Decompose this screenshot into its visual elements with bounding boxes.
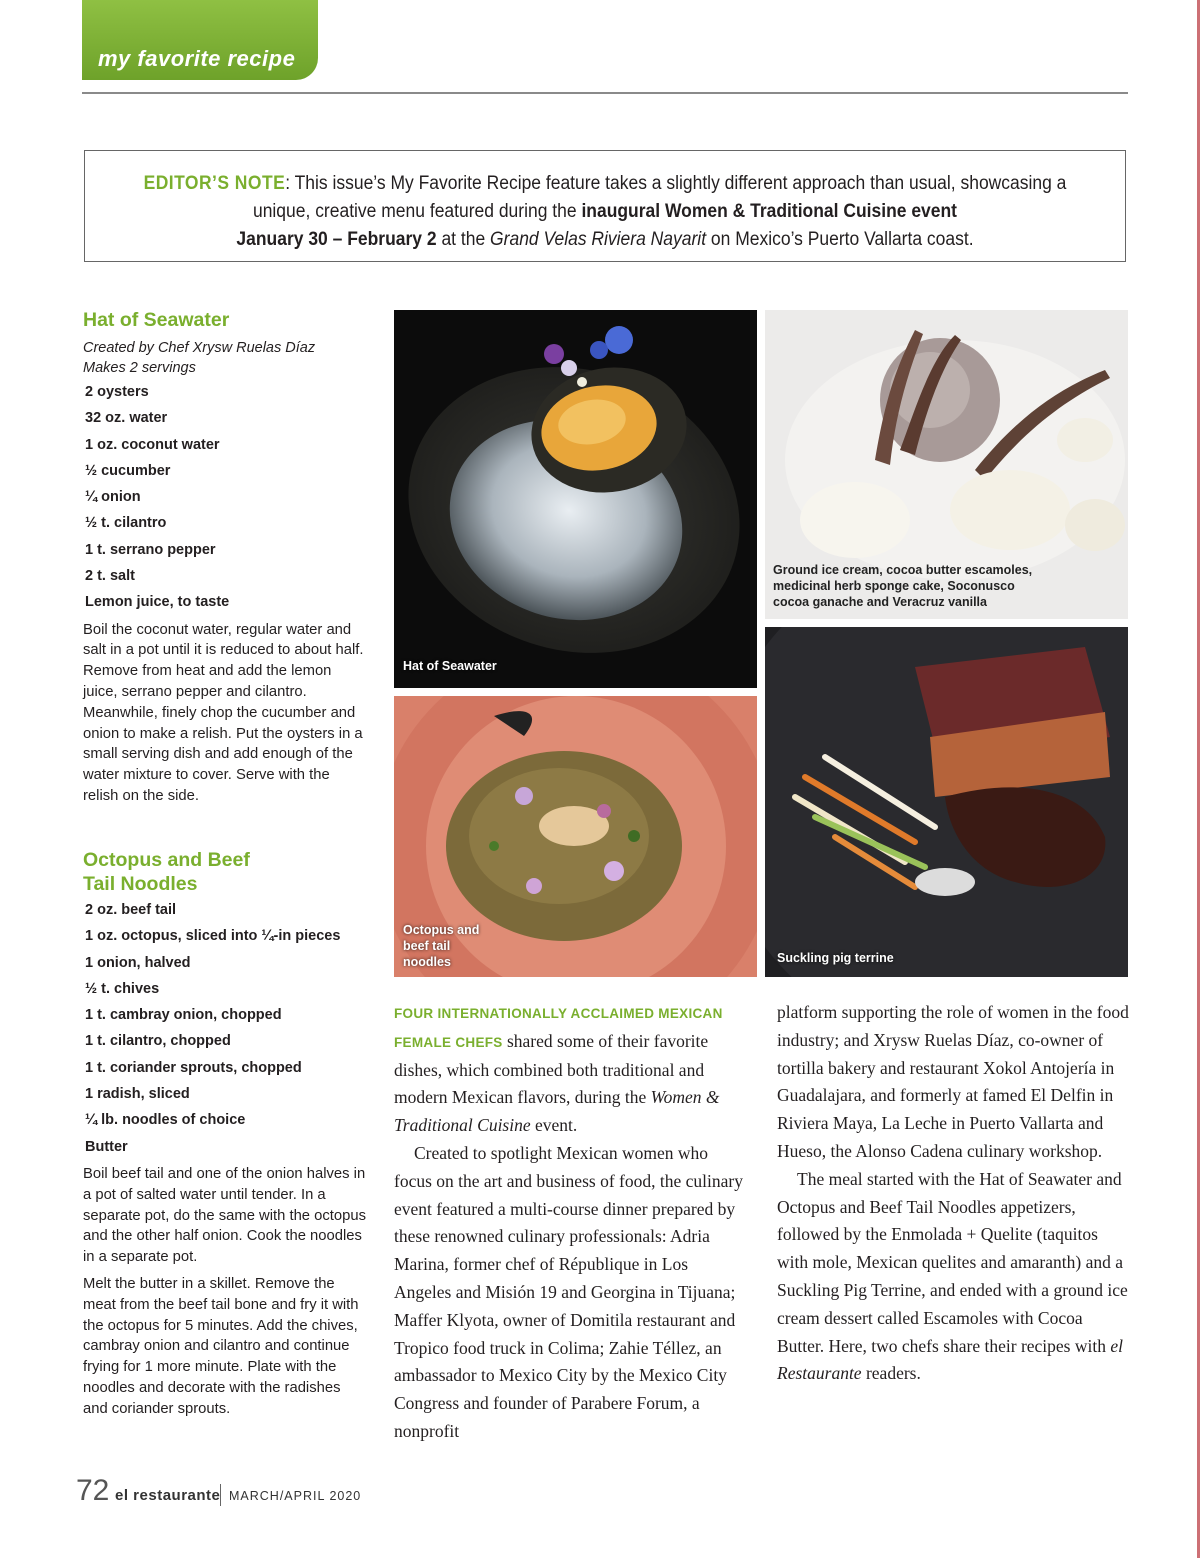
ingredient-list: [83, 897, 368, 1160]
ingredient-item: 1 t. cilantro, chopped: [85, 1033, 231, 1050]
suckling-pig-terrine-image: [765, 627, 1128, 977]
recipe-author: Created by Chef Xrysw Ruelas Díaz: [83, 340, 316, 356]
hat-of-seawater-image: [394, 310, 757, 688]
photo-suckling-pig-terrine: [765, 627, 1128, 977]
editors-note-label: EDITOR’S NOTE: [143, 173, 286, 194]
ingredient-item: 32 oz. water: [85, 410, 168, 427]
photo-caption: Suckling pig terrine: [777, 951, 894, 965]
recipe-title: Octopus and Beef Tail Noodles: [83, 849, 250, 895]
article-column-1: [394, 999, 746, 1446]
photo-hat-of-seawater: [394, 310, 757, 688]
recipe-octopus-noodles: [83, 848, 368, 1426]
magazine-name: el restaurante: [115, 1487, 221, 1504]
ingredient-item: 1 radish, sliced: [85, 1086, 190, 1103]
ingredient-item: 1 t. serrano pepper: [85, 541, 216, 558]
article-paragraph: FOUR INTERNATIONALLY ACCLAIMED MEXICAN FEMALE CHEFS shared some of their favorite dishes, which combined both traditional and modern Mexican flavors, during the Women & Traditional Cuisine event.: [394, 1006, 723, 1136]
ingredient-item: Lemon juice, to taste: [85, 594, 230, 611]
ingredient-item: ½ t. cilantro: [85, 515, 167, 532]
ingredient-item: ½ cucumber: [85, 462, 171, 479]
ingredient-item: ¼ onion: [85, 489, 141, 506]
photo-caption: Hat of Seawater: [403, 659, 497, 673]
article-lead: FOUR INTERNATIONALLY ACCLAIMED MEXICAN FEMALE CHEFS: [394, 1006, 723, 1050]
ingredient-item: ¼ lb. noodles of choice: [85, 1112, 246, 1129]
editors-note-text: EDITOR’S NOTE: This issue’s My Favorite Recipe feature takes a slightly different approach than usual, showcasing a unique, creative menu featured during the inaugural Women & Traditional Cuisine event January 30 – February 2 at the Grand Velas Riviera Nayarit on Mexico’s Puerto Vallarta coast.: [143, 173, 1067, 250]
photo-dessert: [765, 310, 1128, 619]
photo-caption: Octopus and beef tail noodles: [403, 923, 480, 969]
ingredient-item: 1 t. cambray onion, chopped: [85, 1007, 282, 1024]
ingredient-item: Butter: [85, 1138, 128, 1155]
issue-date: MARCH/APRIL 2020: [229, 1489, 362, 1503]
ingredient-item: ½ t. chives: [85, 980, 160, 997]
ingredient-item: 1 onion, halved: [85, 954, 191, 971]
article-column-2: [777, 999, 1132, 1388]
section-tab-label: my favorite recipe: [98, 46, 296, 71]
page-number: 72: [76, 1474, 110, 1507]
article-paragraph: Created to spotlight Mexican women who focus on the art and business of food, the culinary event featured a multi-course dinner prepared by these renowned culinary professionals: Adria Marina, former chef of République in Los Angeles and Misión 19 and Georgina in Tijuana; Maffer Klyota, owner of Domitila restaurant and Tropico food truck in Colima; Zahie Téllez, an ambassador to Mexico City by the Mexico City Congress and founder of Parabere Forum, a nonprofit: [394, 1142, 743, 1441]
photo-caption: Ground ice cream, cocoa butter escamoles, medicinal herb sponge cake, Soconusco cocoa ganache and Veracruz vanilla: [773, 563, 1033, 609]
ingredient-item: 2 oysters: [85, 384, 149, 400]
recipe-instructions: Boil the coconut water, regular water and salt in a pot until it is reduced to about half. Remove from heat and add the lemon juice, serrano pepper and cilantro. Meanwhile, finely chop the cucumber and onion to make a relish. Put the oysters in a small serving dish and add enough of the water mixture to cover. Serve with the relish on the side.: [83, 621, 364, 805]
ingredient-item: 1 t. coriander sprouts, chopped: [85, 1059, 302, 1076]
article-paragraph: platform supporting the role of women in the food industry; and Xrysw Ruelas Díaz, co-owner of tortilla bakery and restaurant Xokol Antojería in Guadalajara, and formerly at famed El Delfin in Riviera Maya, La Leche in Puerto Vallarta and Hueso, the Alonso Cadena culinary workshop.: [777, 1002, 1129, 1161]
recipe-servings: Makes 2 servings: [83, 360, 196, 376]
ingredient-item: 1 oz. coconut water: [85, 436, 220, 453]
ingredient-item: 2 t. salt: [85, 568, 135, 585]
footer-separator: [220, 1484, 221, 1506]
recipe-title: Hat of Seawater: [83, 309, 230, 331]
recipe-instructions: Boil beef tail and one of the onion halves in a pot of salted water until tender. In a separate pot, do the same with the octopus and the other half onion. Cook the noodles in a separate pot. Melt the butter in a skillet. Remove the meat from the beef tail bone and fry it with the octopus for 5 minutes. Add the chives, cambray onion and cilantro and continue frying for 1 more minute. Plate with the noodles and decorate with the radishes and coriander sprouts.: [83, 1165, 366, 1417]
ingredient-item: 2 oz. beef tail: [85, 902, 177, 918]
photo-octopus-noodles: [394, 696, 757, 977]
ingredient-list: [83, 379, 368, 616]
top-rule: [82, 92, 1128, 94]
ingredient-item: 1 oz. octopus, sliced into ¼-in pieces: [85, 928, 341, 945]
article-paragraph: The meal started with the Hat of Seawater and Octopus and Beef Tail Noodles appetizers, followed by the Enmolada + Quelite (taquitos with mole, Mexican quelites and amaranth) and a Suckling Pig Terrine, and ended with a ground ice cream dessert called Escamoles with Cocoa Butter. Here, two chefs share their recipes with el Restaurante readers.: [777, 1168, 1128, 1384]
recipe-hat-of-seawater: [83, 308, 368, 813]
